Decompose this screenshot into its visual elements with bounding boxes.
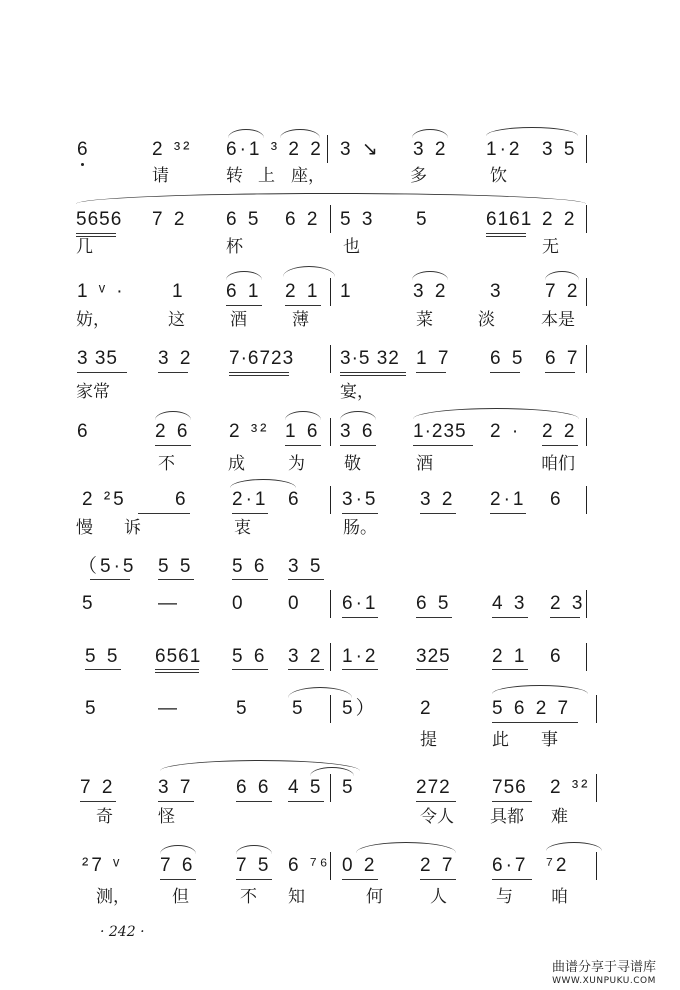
underline [232,669,268,670]
lyric: 杯 [226,237,243,257]
note-group: 2 · [490,421,522,442]
underline [158,579,194,580]
lyric: 请 [152,166,169,186]
lyric: 咱们 [541,454,575,474]
underline [492,722,578,723]
barline [586,643,587,671]
lyric: 薄 [292,310,309,330]
lyric: 酒 [230,310,247,330]
note-group: 3·5 [342,489,379,510]
note-group: 7 2 [80,777,116,798]
lyric: 此 [492,730,509,750]
barline [586,205,587,233]
underline [340,372,406,373]
lyric: 怪 [158,807,175,827]
lyric: 妨， [76,310,110,330]
underline [490,513,526,514]
note-group: 5 [342,777,356,798]
note-group: 3·5 32 [340,348,400,369]
lyric: 这 [168,310,185,330]
underline [138,513,190,514]
slur [155,411,191,420]
lyric: 事 [541,730,558,750]
underline [85,669,121,670]
note-group: 6 ⁷⁶ [288,855,331,876]
slur [283,266,335,277]
underline [416,617,452,618]
lyric: 座， [291,166,325,186]
slur [412,271,448,280]
note-group: 6 [550,489,564,510]
lyric: 上 [258,166,275,186]
lyric: 诉 [124,518,141,538]
barline [330,643,331,671]
note-group: 3 5 [542,139,578,160]
underline [229,372,289,373]
note-group: — [158,593,180,614]
note-group: 5 5 [85,646,121,667]
slur [285,411,321,420]
underline [420,513,456,514]
barline [596,695,597,723]
underline [80,801,116,802]
note-group: 7 5 [236,855,272,876]
note-group: 2 3 [550,593,586,614]
lyric: 提 [420,730,437,750]
barline [596,852,597,880]
lyric: 慢 [76,518,93,538]
lyric: 饮 [490,166,507,186]
underline [160,879,196,880]
note-group: 6 [175,489,189,510]
lyric: 测， [96,887,130,907]
note-group: 7 2 [152,209,188,230]
lyric: 转 [226,166,243,186]
barline [327,135,328,163]
slur [226,271,262,280]
note-group: 3 ↘ [340,139,381,160]
barline [586,418,587,446]
note-group: 5） [342,698,378,719]
lyric: 奇 [96,807,113,827]
note-group: 5656 [76,209,123,230]
slur [486,127,578,136]
underline [226,305,262,306]
note-group: 0 2 [342,855,378,876]
barline [330,695,331,723]
note-group: 3 2 [158,348,194,369]
note-group: 1·2 [486,139,523,160]
note-group: 3 7 [158,777,194,798]
lyric: 与 [496,887,513,907]
note-group: 7·6723 [229,348,295,369]
underline [492,879,532,880]
underline [285,445,321,446]
underline [550,617,580,618]
note-group: 5 [416,209,430,230]
underline [155,672,199,673]
slur [280,129,320,138]
slur [545,271,579,280]
note-group: 6 [288,489,302,510]
page-number: · 242 · [100,924,145,940]
barline [330,418,331,446]
watermark-url: WWW.XUNPUKU.COM [552,976,656,986]
note-group: 6 7 [545,348,581,369]
note-group: 7 6 [160,855,196,876]
lyric: 宴， [340,382,374,402]
note-group: 5 6 [232,556,268,577]
note-group: 3 5 [288,556,324,577]
note-group: 5 3 [340,209,376,230]
underline [416,801,456,802]
note-group: 2 1 [492,646,528,667]
slur [356,842,456,853]
note-group: 6 5 [226,209,262,230]
note-group: 6561 [155,646,202,667]
slur [340,411,376,420]
underline [492,617,528,618]
note-group: 4 3 [492,593,528,614]
lyric: 具都 [490,807,524,827]
underline [342,513,378,514]
note-group: 2 1 [285,281,321,302]
underline [342,669,378,670]
lyric: 几 [76,237,93,257]
note-group: 1 ᵛ · [77,281,126,302]
note-group: ²7 ᵛ [82,855,123,876]
underline [158,801,194,802]
barline [330,852,331,880]
underline [232,513,268,514]
slur [76,193,586,204]
note-group: 5 [82,593,96,614]
note-group: 3 6 [340,421,376,442]
watermark-text: 曲谱分享于寻谱库 [551,960,656,975]
underline [288,579,324,580]
note-group: 6 6 [236,777,272,798]
barline [596,774,597,802]
note-group: 6 [550,646,564,667]
underline [340,445,376,446]
note-group: 272 [416,777,451,798]
note-group: 6 2 [285,209,321,230]
lyric: 菜 [416,310,433,330]
slur [412,129,448,138]
note-group: 2·1 [232,489,269,510]
note-group: 2 2 [542,421,578,442]
underline [77,372,127,373]
note-group: 5 [85,698,99,719]
underline [158,372,188,373]
underline [490,372,520,373]
note-group: 2 6 [155,421,191,442]
lyric: 淡 [478,310,495,330]
lyric: 成 [228,454,245,474]
underline [420,879,456,880]
note-group: 6 5 [416,593,452,614]
lyric: 衷 [234,518,251,538]
lyric: 难 [551,807,568,827]
low-dot [81,163,84,166]
barline [586,135,587,163]
barline [330,278,331,306]
note-group: 6·1 ³ 2 2 [226,139,324,160]
underline [236,801,272,802]
note-group: 325 [416,646,451,667]
underline [486,233,526,234]
note-group: 6161 [486,209,533,230]
lyric: 不 [158,454,175,474]
note-group: 2 ³² [152,139,193,160]
note-group: 1·235 [413,421,467,442]
slur [228,129,264,138]
note-group: 6·1 [342,593,379,614]
lyric: 肠。 [343,518,377,538]
underline [236,879,272,880]
lyric: 无 [542,237,559,257]
note-group: 1 7 [416,348,452,369]
note-group: 0 [232,593,246,614]
lyric: 何 [366,887,383,907]
note-group: 3 [490,281,504,302]
note-group: 3 2 [413,139,449,160]
underline [155,669,199,670]
underline [416,372,446,373]
underline [413,445,473,446]
note-group: 1 [172,281,186,302]
note-group: 6 5 [490,348,526,369]
note-group: 2 2 [542,209,578,230]
underline [342,879,378,880]
note-group: 5 6 [232,646,268,667]
underline [340,375,406,376]
lyric: 人 [430,887,447,907]
lyric: 知 [288,887,305,907]
underline [342,617,378,618]
note-group: ⁷2 [546,855,570,876]
note-group: 6·7 [492,855,529,876]
lyric: 多 [410,166,427,186]
note-group: 7 2 [545,281,581,302]
note-group: 1·2 [342,646,379,667]
site-watermark [552,960,656,987]
note-group: 2·1 [490,489,527,510]
lyric: 本是 [541,310,575,330]
barline [586,590,587,618]
underline [155,445,191,446]
note-group: 1 [340,281,354,302]
underline [545,372,575,373]
underline [288,801,324,802]
note-group: （5·5 [78,556,137,577]
note-group: 2 ³² [550,777,591,798]
barline [330,345,331,373]
note-group: 1 6 [285,421,321,442]
underline [76,233,116,234]
note-group: 2 7 [420,855,456,876]
slur [492,685,588,694]
note-group: — [158,698,180,719]
note-group: 3 2 [288,646,324,667]
lyric: 不 [240,887,257,907]
note-group: 2 [420,698,434,719]
barline [586,345,587,373]
note-group: 3 35 [77,348,118,369]
slur [413,408,579,419]
note-group: 6 [77,421,91,442]
barline [330,486,331,514]
note-group: 5 6 2 7 [492,698,572,719]
lyric: 也 [343,237,360,257]
note-group: 6 [77,139,91,160]
note-group: 2 ²5 [82,489,127,510]
underline [416,669,448,670]
lyric: 但 [172,887,189,907]
barline [586,278,587,306]
lyric: 令人 [420,807,454,827]
note-group: 3 2 [420,489,456,510]
note-group: 5 [292,698,306,719]
note-group: 0 [288,593,302,614]
underline [229,375,289,376]
underline [232,579,268,580]
underline [285,305,321,306]
barline [586,486,587,514]
barline [330,590,331,618]
note-group: 5 5 [158,556,194,577]
underline [542,445,578,446]
underline [288,669,324,670]
lyric: 家常 [76,382,110,402]
underline [90,579,130,580]
note-group: 756 [492,777,527,798]
note-group: 2 ³² [229,421,270,442]
lyric: 咱 [551,887,568,907]
barline [330,774,331,802]
lyric: 酒 [416,454,433,474]
slur [236,845,272,854]
slur [288,687,352,698]
slur [160,845,196,854]
slur [230,479,296,488]
underline [486,236,526,237]
note-group: 4 5 [288,777,324,798]
note-group: 5 [236,698,250,719]
note-group: 3 2 [413,281,449,302]
lyric: 敬 [344,454,361,474]
slur [546,842,602,851]
underline [492,801,532,802]
underline [492,669,528,670]
barline [330,205,331,233]
lyric: 为 [288,454,305,474]
note-group: 6 1 [226,281,262,302]
